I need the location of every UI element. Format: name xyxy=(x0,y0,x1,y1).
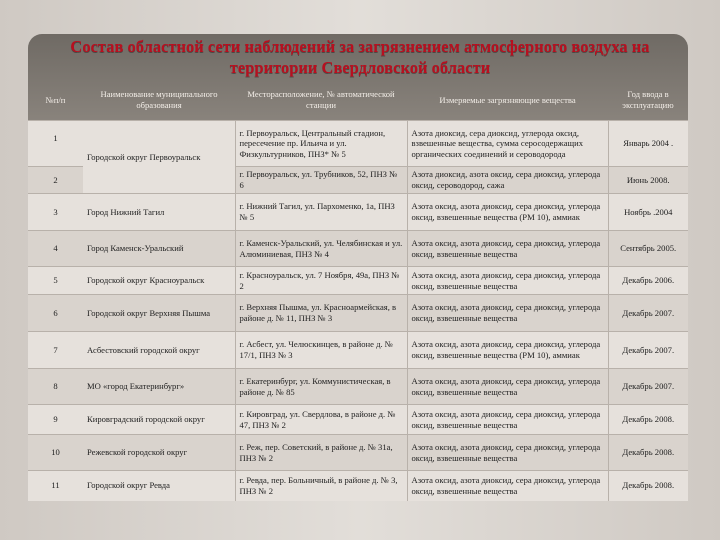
row-year: Январь 2004 . xyxy=(608,121,688,167)
row-location: г. Асбест, ул. Челюскинцев, в районе д. № 17/1, ПНЗ № 3 xyxy=(235,332,407,369)
row-year: Ноябрь .2004 xyxy=(608,194,688,231)
row-year: Декабрь 2008. xyxy=(608,435,688,471)
row-pollutants: Азота оксид, азота диоксид, сера диоксид, углерода оксид, взвешенные вещества xyxy=(407,405,608,435)
row-municipality: Асбестовский городской округ xyxy=(83,332,235,369)
row-num: 11 xyxy=(28,471,83,501)
row-location: г. Первоуральск, ул. Трубников, 52, ПНЗ № 6 xyxy=(235,167,407,194)
row-num: 10 xyxy=(28,435,83,471)
row-year: Сентябрь 2005. xyxy=(608,231,688,267)
row-municipality: Городской округ Ревда xyxy=(83,471,235,501)
row-num: 9 xyxy=(28,405,83,435)
table-row xyxy=(28,471,688,501)
row-num: 5 xyxy=(28,267,83,295)
row-location: г. Красноуральск, ул. 7 Ноября, 49а, ПНЗ № 2 xyxy=(235,267,407,295)
table-row xyxy=(28,332,688,369)
header-location: Месторасположение, № автоматической станции xyxy=(247,89,395,110)
table-header-row xyxy=(28,80,688,121)
row-location: г. Нижний Тагил, ул. Пархоменко, 1а, ПНЗ № 5 xyxy=(235,194,407,231)
row-municipality: Городской округ Красноуральск xyxy=(83,267,235,295)
row-num: 7 xyxy=(28,332,83,369)
row-year: Декабрь 2006. xyxy=(608,267,688,295)
row-year: Декабрь 2008. xyxy=(608,471,688,501)
row-pollutants: Азота оксид, азота диоксид, сера диоксид, углерода оксид, взвешенные вещества (РМ 10), аммиак xyxy=(407,332,608,369)
row-pollutants: Азота оксид, азота диоксид, сера диоксид, углерода оксид, взвешенные вещества xyxy=(407,369,608,405)
row-num: 4 xyxy=(28,231,83,267)
row-municipality: Режевской городской округ xyxy=(83,435,235,471)
row-municipality: МО «город Екатеринбург» xyxy=(83,369,235,405)
row-location: г. Реж, пер. Советский, в районе д. № 31а, ПНЗ № 2 xyxy=(235,435,407,471)
slide-title: Состав областной сети наблюдений за загрязнением атмосферного воздуха на территории Свердловской области xyxy=(70,37,650,77)
row-num: 6 xyxy=(28,295,83,332)
row-pollutants: Азота оксид, азота диоксид, сера диоксид, углерода оксид, взвешенные вещества xyxy=(407,435,608,471)
row-pollutants: Азота оксид, азота диоксид, сера диоксид, углерода оксид, взвешенные вещества xyxy=(407,471,608,501)
table-row xyxy=(28,231,688,267)
header-pollutants: Измеряемые загрязняющие вещества xyxy=(439,94,576,105)
row-location: г. Ревда, пер. Больничный, в районе д. № 3, ПНЗ № 2 xyxy=(235,471,407,501)
row-municipality: Город Каменск-Уральский xyxy=(83,231,235,267)
row-municipality: Городской округ Верхняя Пышма xyxy=(83,295,235,332)
row-num: 1 xyxy=(28,121,83,167)
row-num: 3 xyxy=(28,194,83,231)
row-municipality: Город Нижний Тагил xyxy=(83,194,235,231)
row-num: 2 xyxy=(28,167,83,194)
row-pollutants: Азота диоксид, сера диоксид, углерода оксид, взвешенные вещества, сумма серосодержащих органических соединений и сероводорода xyxy=(407,121,608,167)
table-row xyxy=(28,435,688,471)
row-location: г. Верхняя Пышма, ул. Красноармейская, в районе д. № 11, ПНЗ № 3 xyxy=(235,295,407,332)
row-year: Декабрь 2007. xyxy=(608,369,688,405)
row-year: Декабрь 2008. xyxy=(608,405,688,435)
table-row xyxy=(28,369,688,405)
table-row xyxy=(28,121,688,167)
row-pollutants: Азота диоксид, азота оксид, сера диоксид, углерода оксид, сероводород, сажа xyxy=(407,167,608,194)
header-year: Год ввода в эксплуатацию xyxy=(622,89,674,110)
row-year: Июнь 2008. xyxy=(608,167,688,194)
row-year: Декабрь 2007. xyxy=(608,295,688,332)
row-municipality: Городской округ Первоуральск xyxy=(83,121,235,194)
stations-table xyxy=(28,80,688,501)
row-pollutants: Азота оксид, азота диоксид, сера диоксид, углерода оксид, взвешенные вещества xyxy=(407,231,608,267)
row-year: Декабрь 2007. xyxy=(608,332,688,369)
header-municipality: Наименование муниципального образования xyxy=(100,89,218,110)
row-location: г. Первоуральск, Центральный стадион, пересечение пр. Ильича и ул. Физкультурников, ПНЗ* № 5 xyxy=(235,121,407,167)
table-row xyxy=(28,295,688,332)
table-row xyxy=(28,405,688,435)
table-row xyxy=(28,267,688,295)
table-row xyxy=(28,194,688,231)
row-pollutants: Азота оксид, азота диоксид, сера диоксид, углерода оксид, взвешенные вещества xyxy=(407,267,608,295)
row-num: 8 xyxy=(28,369,83,405)
row-location: г. Кировград, ул. Свердлова, в районе д. № 47, ПНЗ № 2 xyxy=(235,405,407,435)
row-pollutants: Азота оксид, азота диоксид, сера диоксид, углерода оксид, взвешенные вещества (РМ 10), аммиак xyxy=(407,194,608,231)
row-location: г. Екатеринбург, ул. Коммунистическая, в районе д. № 85 xyxy=(235,369,407,405)
row-location: г. Каменск-Уральский, ул. Челябинская и ул. Алюминиевая, ПНЗ № 4 xyxy=(235,231,407,267)
header-num: №п/п xyxy=(45,94,66,105)
row-pollutants: Азота оксид, азота диоксид, сера диоксид, углерода оксид, взвешенные вещества xyxy=(407,295,608,332)
row-municipality: Кировградский городской округ xyxy=(83,405,235,435)
